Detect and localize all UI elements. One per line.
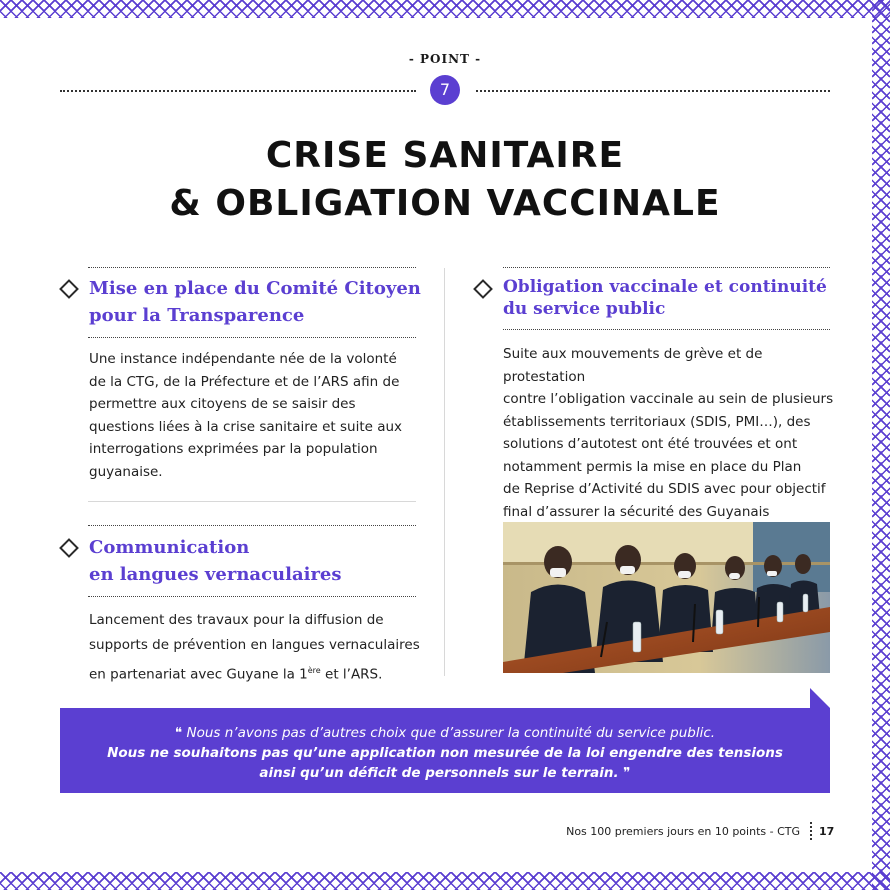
section3-body-line: Suite aux mouvements de grève et de protestation: [503, 346, 763, 385]
header-rule-left: [60, 90, 416, 92]
quote-line-1: ❝ Nous n’avons pas d’autres choix que d’assurer la continuité du service public.: [174, 725, 716, 741]
section1-body: [89, 348, 419, 483]
header-rule-right: [476, 90, 830, 92]
section3-rule-bottom: [503, 329, 830, 330]
column-divider: [444, 268, 445, 676]
point-label: - POINT -: [408, 52, 482, 66]
page-number: 17: [819, 825, 835, 838]
section1-body-line: Une instance indépendante née de la volonté: [89, 351, 397, 367]
diamond-bullet-icon: [473, 279, 493, 299]
section2-heading: [89, 534, 342, 588]
section2-heading-line2: en langues vernaculaires: [89, 564, 342, 585]
section1-heading-line2: pour la Transparence: [89, 305, 305, 326]
diamond-bullet-icon: [59, 279, 79, 299]
quote-line-3: ainsi qu’un déficit de personnels sur le terrain. ❞: [259, 765, 631, 781]
page-title: [0, 132, 890, 228]
section2-body-line: Lancement des travaux pour la diffusion de: [89, 612, 384, 628]
diamond-bullet-icon: [59, 538, 79, 558]
section3-body-line: notamment permis la mise en place du Plan: [503, 458, 802, 475]
decorative-border-top: [0, 0, 890, 18]
section2-body: [89, 608, 424, 688]
section2-body-line: supports de prévention en langues vernaculaires: [89, 637, 420, 653]
section2-rule-bottom: [88, 596, 416, 597]
section2-heading-line1: Communication: [89, 537, 250, 558]
section1-heading-line1: Mise en place du Comité Citoyen: [89, 278, 421, 299]
quote-tab-corner: [810, 688, 830, 708]
section2-body-text: en partenariat avec Guyane la 1: [89, 666, 308, 683]
section3-rule-top: [503, 267, 830, 268]
section1-body-line: permettre aux citoyens de se saisir des: [89, 396, 356, 412]
section1-body-line: interrogations exprimées par la population: [89, 441, 378, 457]
section2-rule-top: [88, 525, 416, 526]
section1-heading: [89, 275, 421, 329]
meeting-photo: [503, 522, 830, 673]
quote-line-2: Nous ne souhaitons pas qu’une application non mesurée de la loi engendre des tensions: [107, 745, 783, 761]
section3-heading: [503, 276, 827, 320]
section1-body-line: questions liées à la crise sanitaire et suite aux: [89, 418, 403, 435]
quote-banner: [60, 708, 830, 793]
section3-body-line: contre l’obligation vaccinale au sein de plusieurs: [503, 391, 834, 407]
section3-body-line: solutions d’autotest ont été trouvées et ont: [503, 436, 798, 452]
section3-body: [503, 343, 838, 523]
section2-body-text: et l’ARS.: [320, 666, 383, 683]
section1-rule-bottom: [88, 337, 416, 338]
section3-heading-line2: du service public: [503, 299, 666, 319]
footer-separator: [810, 822, 812, 840]
title-line-2: & OBLIGATION VACCINALE: [169, 183, 721, 224]
point-number-badge: 7: [430, 75, 460, 105]
section2-body-line: [89, 658, 424, 688]
decorative-border-bottom: [0, 872, 890, 890]
section3-body-line: établissements territoriaux (SDIS, PMI…), des: [503, 413, 811, 430]
section3-body-line: de Reprise d’Activité du SDIS avec pour objectif: [503, 481, 826, 497]
superscript: ère: [307, 666, 321, 675]
section1-body-line: guyanaise.: [89, 463, 163, 480]
section1-body-line: de la CTG, de la Préfecture et de l’ARS afin de: [89, 373, 400, 390]
meeting-photo-illustration: [503, 522, 830, 673]
title-line-1: CRISE SANITAIRE: [265, 135, 625, 176]
section3-heading-line1: Obligation vaccinale et continuité: [503, 277, 827, 297]
section-separator: [88, 501, 416, 502]
footer-text: Nos 100 premiers jours en 10 points - CTG: [566, 825, 800, 838]
section3-body-line: final d’assurer la sécurité des Guyanais: [503, 503, 770, 520]
section1-rule-top: [88, 267, 416, 268]
